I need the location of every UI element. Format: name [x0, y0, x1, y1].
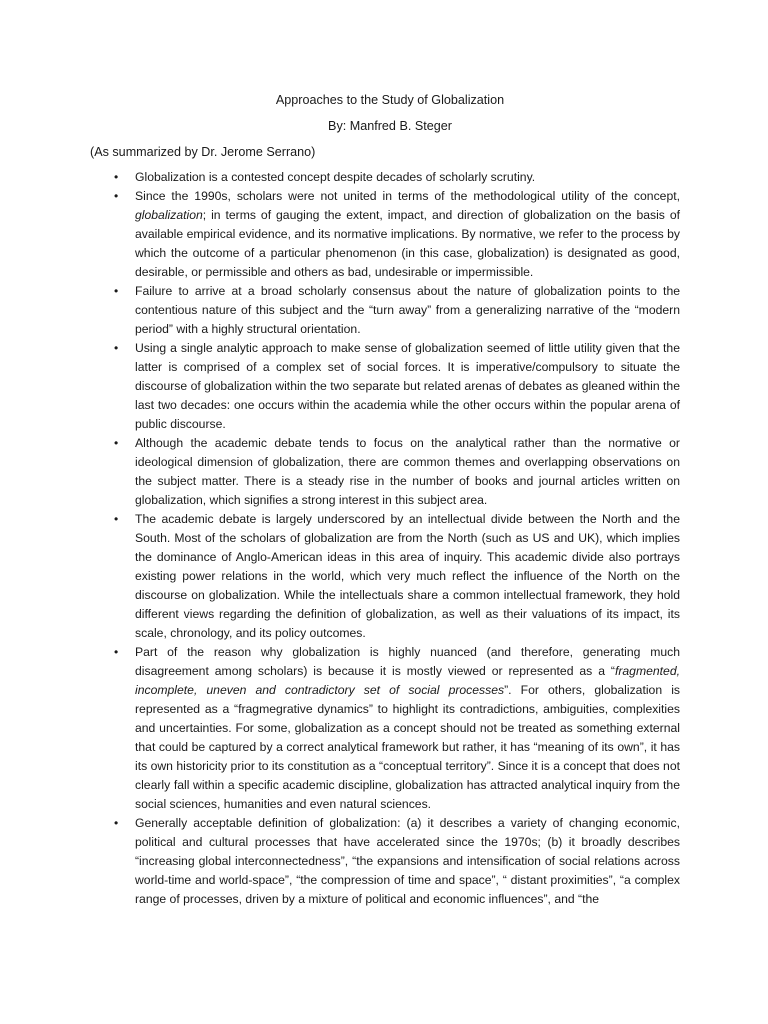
bullet-emphasis-text: fragmented, incomplete, uneven and contradictory set of social processes: [135, 664, 680, 697]
bullet-item: [90, 187, 680, 282]
bullet-item: [90, 510, 680, 643]
bullet-item: [90, 168, 680, 187]
bullet-text: ”. For others, globalization is represented as a “fragmegrative dynamics” to highlight its contradictions, ambiguities, complexities and uncertainties. For some, globalization as a concept should not be treated as something external that could be captured by a correct analytical framework but rather, it has “meaning of its own”, it has its own historicity prior to its constitution as a “conceptual territory”. Since it is a concept that does not clearly fall within a specific academic discipline, globalization has attracted analytical inquiry from the social sciences, humanities and even natural sciences.: [135, 683, 680, 811]
bullet-item: [90, 339, 680, 434]
bullet-list: [90, 168, 680, 909]
document-author: By: Manfred B. Steger: [328, 119, 452, 133]
bullet-item: [90, 282, 680, 339]
bullet-text: Part of the reason why globalization is highly nuanced (and therefore, generating much disagreement among scholars) is because it is mostly viewed or represented as a “: [135, 645, 680, 678]
bullet-text: ; in terms of gauging the extent, impact, and direction of globalization on the basis of available empirical evidence, and its normative implications. By normative, we refer to the process by which the outcome of a particular phenomenon (in this case, globalization) is designated as good, desirable, or permissible and others as bad, undesirable or impermissible.: [135, 208, 680, 279]
bullet-text: The academic debate is largely underscored by an intellectual divide between the North and the South. Most of the scholars of globalization are from the North (such as US and UK), which implies the dominance of Anglo-American ideas in this area of inquiry. This academic divide also portrays existing power relations in the world, which very much reflect the influence of the North on the discourse on globalization. While the intellectuals share a common intellectual framework, they hold different views regarding the definition of globalization, as well as their valuations of its impact, its scale, chronology, and its policy outcomes.: [135, 512, 680, 640]
bullet-text: Using a single analytic approach to make sense of globalization seemed of little utility given that the latter is comprised of a complex set of social forces. It is imperative/compulsory to situate the discourse of globalization within the two separate but related arenas of debates as gleaned within the last two decades: one occurs within the academia while the other occurs within the popular arena of public discourse.: [135, 341, 680, 431]
bullet-emphasis-text: globalization: [135, 208, 203, 222]
bullet-dot-icon: •: [114, 436, 119, 450]
bullet-dot-icon: •: [114, 645, 119, 659]
bullet-item: [90, 814, 680, 909]
document-title: Approaches to the Study of Globalization: [275, 93, 505, 107]
summary-note: (As summarized by Dr. Jerome Serrano): [90, 145, 316, 159]
bullet-text: Failure to arrive at a broad scholarly consensus about the nature of globalization points to the contentious nature of this subject and the “turn away” from a generalizing narrative of the “modern period” with a highly structural orientation.: [135, 284, 680, 336]
bullet-text: Globalization is a contested concept despite decades of scholarly scrutiny.: [135, 170, 536, 184]
bullet-item: [90, 643, 680, 814]
bullet-dot-icon: •: [114, 512, 119, 526]
bullet-item: [90, 434, 680, 510]
bullet-dot-icon: •: [114, 816, 119, 830]
bullet-dot-icon: •: [114, 170, 119, 184]
bullet-text: Although the academic debate tends to focus on the analytical rather than the normative or ideological dimension of globalization, there are common themes and overlapping observations on the subject matter. There is a steady rise in the number of books and journal articles written on globalization, which signifies a strong interest in this subject area.: [135, 436, 680, 507]
bullet-dot-icon: •: [114, 284, 119, 298]
bullet-text: Since the 1990s, scholars were not united in terms of the methodological utility of the concept,: [135, 189, 680, 203]
bullet-dot-icon: •: [114, 341, 119, 355]
bullet-text: Generally acceptable definition of globalization: (a) it describes a variety of changing economic, political and cultural processes that have accelerated since the 1970s; (b) it broadly describes “increasing global interconnectedness”, “the expansions and intensification of social relations across world-time and world-space”, “the compression of time and space”, “ distant proximities”, “a complex range of processes, driven by a mixture of political and economic influences”, and “the: [135, 816, 680, 906]
bullet-dot-icon: •: [114, 189, 119, 203]
